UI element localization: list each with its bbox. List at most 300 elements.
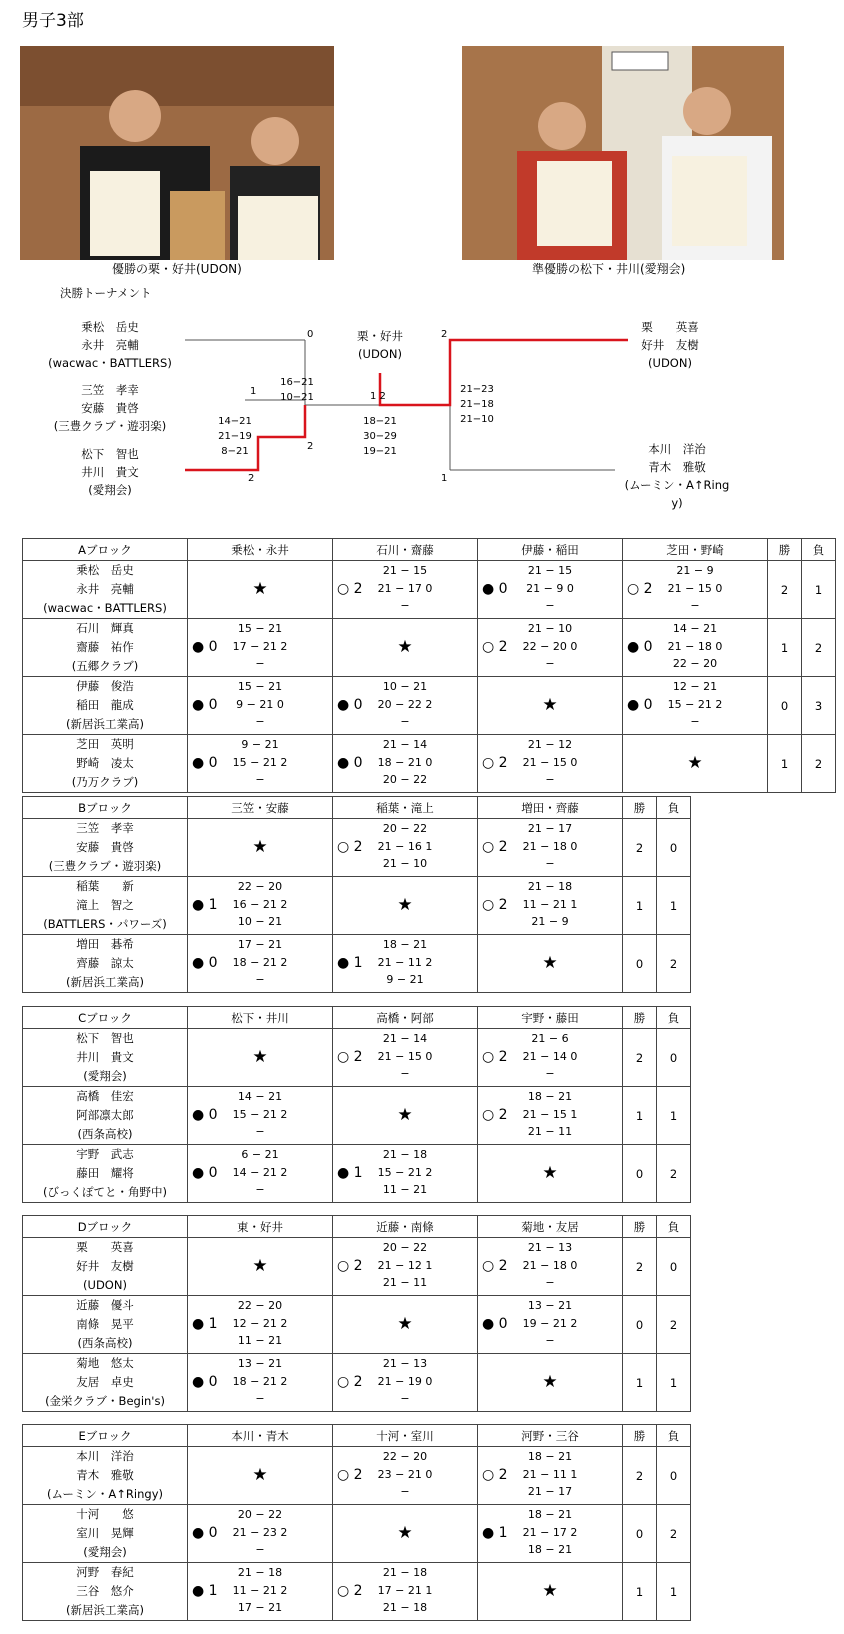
player-cell: [23, 1563, 188, 1621]
set-score: 20 − 22: [237, 1508, 283, 1521]
set-score: −: [690, 599, 700, 612]
player-name: 永井 亮輔: [81, 338, 139, 352]
column-header: 増田・齊藤: [478, 797, 623, 819]
set-score: 21 − 17: [527, 1485, 573, 1498]
set-score: 14 − 21: [672, 622, 718, 635]
match-cell: [333, 735, 478, 793]
set-score: 21−10: [460, 414, 494, 425]
table-row: [23, 819, 691, 877]
wins-count: 2: [768, 561, 802, 619]
set-score: 6 − 21: [241, 1148, 279, 1161]
match-result: [333, 935, 477, 992]
match-result: [188, 1296, 332, 1353]
player-name: 高橋 佳宏: [76, 1089, 134, 1103]
wins-count: 2: [623, 1029, 657, 1087]
set-score: 21 − 18: [382, 1601, 428, 1614]
win-mark-icon: ○ 2: [482, 897, 508, 913]
match-cell: [478, 677, 623, 735]
team-club: (新居浜工業高): [66, 975, 144, 989]
bracket-lines: [0, 0, 844, 520]
column-header: 伊藤・稲田: [478, 539, 623, 561]
match-cell: [188, 819, 333, 877]
column-header: 本川・青木: [188, 1425, 333, 1447]
self-match-star-icon: ★: [542, 1372, 558, 1392]
set-score: −: [255, 1392, 265, 1405]
set-score: 20 − 22: [382, 1241, 428, 1254]
player-name: 菊地 悠太: [76, 1356, 134, 1370]
player-name: 三笠 孝幸: [76, 821, 134, 835]
player-name: 好井 友樹: [641, 338, 699, 352]
table-row: [23, 1087, 691, 1145]
wins-count: 0: [623, 1296, 657, 1354]
losses-count: 3: [802, 677, 836, 735]
match-cell: [623, 619, 768, 677]
bracket-score: 2: [248, 473, 255, 484]
set-score: 19−21: [363, 446, 397, 457]
team-club: (UDON): [648, 356, 692, 370]
self-match-star-icon: ★: [542, 1163, 558, 1183]
team-club: (ムーミン・A↑Ring: [624, 478, 730, 492]
player-name: 藤田 耀将: [76, 1166, 134, 1180]
set-score: 21 − 11: [527, 1125, 573, 1138]
win-mark-icon: ○ 2: [337, 1258, 363, 1274]
set-score: −: [400, 1392, 410, 1405]
player-cell: [23, 1238, 188, 1296]
set-score: 18 − 21: [527, 1543, 573, 1556]
set-score: 21 − 18: [527, 880, 573, 893]
table-row: [23, 1354, 691, 1412]
player-cell: [23, 935, 188, 993]
losses-header: 負: [657, 1216, 691, 1238]
set-score: 20 − 22: [382, 773, 428, 786]
set-score: 18 − 21 0: [377, 756, 433, 769]
set-score: 12 − 21: [672, 680, 718, 693]
set-score: −: [545, 657, 555, 670]
set-score: 19 − 21 2: [522, 1317, 578, 1330]
block-name: Cブロック: [23, 1007, 188, 1029]
match-result: [188, 619, 332, 676]
set-score: −: [255, 715, 265, 728]
set-score: 17 − 21: [237, 938, 283, 951]
self-match-star-icon: ★: [252, 1465, 268, 1485]
match-cell: [333, 561, 478, 619]
player-name: 近藤 優斗: [76, 1298, 134, 1312]
block-name: Bブロック: [23, 797, 188, 819]
set-score: −: [545, 1276, 555, 1289]
set-score: 16−21: [280, 377, 314, 388]
column-header: 菊地・友居: [478, 1216, 623, 1238]
set-score: 21 − 18 0: [667, 640, 723, 653]
match-result: [333, 1029, 477, 1086]
table-row: [23, 877, 691, 935]
self-match-star-icon: ★: [252, 1256, 268, 1276]
match-cell: [623, 677, 768, 735]
set-score: 17 − 21: [237, 1601, 283, 1614]
set-score: 21 − 9: [676, 564, 714, 577]
losses-count: 1: [657, 877, 691, 935]
loss-mark-icon: ● 1: [337, 955, 363, 971]
match-result: [333, 819, 477, 876]
block-name: Aブロック: [23, 539, 188, 561]
wins-count: 1: [623, 1354, 657, 1412]
match-cell: [333, 935, 478, 993]
match-result: [188, 877, 332, 934]
win-mark-icon: ○ 2: [482, 639, 508, 655]
team-club: (乃万クラブ): [71, 775, 139, 789]
set-score: 21−18: [460, 399, 494, 410]
team-club: (五郷クラブ): [71, 659, 139, 673]
self-match-star-icon: ★: [252, 1047, 268, 1067]
set-score: 15 − 21 2: [232, 1108, 288, 1121]
column-header: 石川・齋藤: [333, 539, 478, 561]
match-result: [188, 677, 332, 734]
column-header: 乗松・永井: [188, 539, 333, 561]
set-score: 21 − 14: [382, 1032, 428, 1045]
wins-count: 0: [623, 935, 657, 993]
match-cell: [188, 561, 333, 619]
self-match-star-icon: ★: [542, 1581, 558, 1601]
set-score: 22 − 20: [237, 1299, 283, 1312]
player-name: 齋藤 祐作: [76, 640, 134, 654]
losses-count: 0: [657, 1238, 691, 1296]
loss-mark-icon: ● 0: [192, 1107, 218, 1123]
team-club: y): [671, 496, 683, 510]
player-name: 南條 晃平: [76, 1317, 134, 1331]
match-result: [188, 1505, 332, 1562]
set-score: −: [400, 1067, 410, 1080]
set-score: 15 − 21: [237, 622, 283, 635]
match-cell: [478, 561, 623, 619]
set-score: −: [545, 599, 555, 612]
wins-count: 1: [623, 1563, 657, 1621]
set-score: −: [255, 657, 265, 670]
match-result: [188, 1354, 332, 1411]
win-mark-icon: ○ 2: [482, 839, 508, 855]
player-cell: [23, 1505, 188, 1563]
set-score: 22 − 20 0: [522, 640, 578, 653]
column-header: 芝田・野崎: [623, 539, 768, 561]
column-header: 松下・井川: [188, 1007, 333, 1029]
set-score: 21 − 17 0: [377, 582, 433, 595]
win-mark-icon: ○ 2: [482, 1258, 508, 1274]
team-club: (愛翔会): [88, 483, 132, 497]
set-score: 11 − 21: [382, 1183, 428, 1196]
bracket-score: 1: [441, 473, 448, 484]
set-score: 21 − 12 1: [377, 1259, 433, 1272]
set-score: 15 − 21: [237, 680, 283, 693]
match-result: [333, 1238, 477, 1295]
team-club: (三豊クラブ・遊羽楽): [48, 859, 162, 873]
match-result: [478, 1354, 622, 1411]
set-score: −: [545, 773, 555, 786]
set-score: 10 − 21: [382, 680, 428, 693]
win-mark-icon: ○ 2: [337, 1049, 363, 1065]
set-score: 21 − 18: [237, 1566, 283, 1579]
match-result: [623, 561, 767, 618]
win-mark-icon: ○ 2: [337, 581, 363, 597]
player-cell: [23, 619, 188, 677]
losses-count: 1: [657, 1563, 691, 1621]
set-score: 15 − 21 2: [232, 756, 288, 769]
match-cell: [623, 561, 768, 619]
player-name: 本川 洋治: [76, 1449, 134, 1463]
bracket-heading: 決勝トーナメント: [60, 286, 152, 300]
loss-mark-icon: ● 1: [192, 1316, 218, 1332]
match-result: [333, 1296, 477, 1353]
table-row: [23, 1145, 691, 1203]
set-score: 14 − 21: [237, 1090, 283, 1103]
losses-count: 2: [802, 735, 836, 793]
match-result: [333, 1505, 477, 1562]
player-name: 乗松 岳史: [81, 320, 139, 334]
team-club: (愛翔会): [83, 1069, 127, 1083]
set-score: −: [400, 1485, 410, 1498]
column-header: 近藤・南條: [333, 1216, 478, 1238]
match-result: [188, 1563, 332, 1620]
player-name: 稲田 龍成: [76, 698, 134, 712]
losses-count: 2: [657, 1505, 691, 1563]
match-cell: [188, 1238, 333, 1296]
match-cell: [188, 619, 333, 677]
set-score: 10 − 21: [237, 915, 283, 928]
table-row: [23, 677, 836, 735]
losses-count: 1: [802, 561, 836, 619]
bracket-score: 2: [441, 329, 448, 340]
page-title: 男子3部: [22, 11, 84, 31]
team-club: (UDON): [83, 1278, 127, 1292]
player-cell: [23, 1029, 188, 1087]
table-row: [23, 935, 691, 993]
match-result: [623, 735, 767, 792]
bracket-set-scores: [272, 375, 322, 405]
column-header: 高橋・阿部: [333, 1007, 478, 1029]
set-score: 20 − 22: [382, 822, 428, 835]
column-header: 河野・三谷: [478, 1425, 623, 1447]
loss-mark-icon: ● 0: [192, 1165, 218, 1181]
self-match-star-icon: ★: [397, 895, 413, 915]
loss-mark-icon: ● 0: [192, 639, 218, 655]
set-score: 9 − 21: [241, 738, 279, 751]
set-score: −: [690, 715, 700, 728]
player-name: 本川 洋治: [648, 442, 706, 456]
match-result: [188, 1447, 332, 1504]
set-score: 21 − 15: [527, 564, 573, 577]
set-score: 11 − 21 2: [232, 1584, 288, 1597]
set-score: 8−21: [221, 446, 249, 457]
player-cell: [23, 877, 188, 935]
wins-count: 2: [623, 1238, 657, 1296]
column-header: 稲葉・滝上: [333, 797, 478, 819]
losses-header: 負: [657, 1425, 691, 1447]
match-cell: [333, 1029, 478, 1087]
player-name: 増田 碁希: [76, 937, 134, 951]
match-result: [623, 677, 767, 734]
winner-name: 栗・好井: [357, 329, 403, 343]
column-header: 十河・室川: [333, 1425, 478, 1447]
player-name: 安藤 貴啓: [81, 401, 139, 415]
player-name: 松下 智也: [81, 447, 139, 461]
table-row: [23, 1238, 691, 1296]
losses-count: 0: [657, 819, 691, 877]
match-cell: [333, 1447, 478, 1505]
match-cell: [188, 1505, 333, 1563]
wins-header: 勝: [623, 797, 657, 819]
table-row: [23, 619, 836, 677]
self-match-star-icon: ★: [397, 1314, 413, 1334]
block-table: [22, 538, 836, 793]
bracket-set-scores: [355, 414, 405, 459]
bracket-score: 2: [307, 441, 314, 452]
player-name: 井川 貴文: [81, 465, 139, 479]
set-score: 21 − 18 0: [522, 1259, 578, 1272]
set-score: 21 − 13: [527, 1241, 573, 1254]
column-header: 東・好井: [188, 1216, 333, 1238]
loss-mark-icon: ● 1: [482, 1525, 508, 1541]
match-result: [333, 1354, 477, 1411]
block-table: [22, 796, 691, 993]
set-score: 14−21: [218, 416, 252, 427]
set-score: 21 − 16 1: [377, 840, 433, 853]
match-result: [188, 1238, 332, 1295]
match-cell: [478, 1563, 623, 1621]
self-match-star-icon: ★: [397, 1105, 413, 1125]
set-score: 21 − 14 0: [522, 1050, 578, 1063]
match-result: [333, 1087, 477, 1144]
player-name: 三笠 孝幸: [81, 383, 139, 397]
match-cell: [478, 1029, 623, 1087]
set-score: 11 − 21: [237, 1334, 283, 1347]
match-cell: [188, 1354, 333, 1412]
set-score: 21 − 9: [531, 915, 569, 928]
team-club: (びっくぽてと・角野中): [43, 1185, 167, 1199]
player-name: 井川 貴文: [76, 1050, 134, 1064]
match-cell: [478, 1354, 623, 1412]
wins-header: 勝: [623, 1425, 657, 1447]
match-cell: [333, 877, 478, 935]
set-score: 21 − 17 2: [522, 1526, 578, 1539]
match-result: [478, 819, 622, 876]
loss-mark-icon: ● 0: [482, 1316, 508, 1332]
match-cell: [478, 1145, 623, 1203]
team-club: (wacwac・BATTLERS): [48, 356, 172, 370]
player-cell: [23, 1296, 188, 1354]
set-score: 21−19: [218, 431, 252, 442]
match-cell: [188, 877, 333, 935]
losses-count: 2: [657, 1296, 691, 1354]
match-cell: [188, 1029, 333, 1087]
win-mark-icon: ○ 2: [337, 1374, 363, 1390]
match-result: [333, 1563, 477, 1620]
team-club: (新居浜工業高): [66, 1603, 144, 1617]
match-result: [478, 1447, 622, 1504]
match-cell: [333, 1563, 478, 1621]
match-cell: [333, 1145, 478, 1203]
match-result: [188, 735, 332, 792]
player-cell: [23, 735, 188, 793]
match-result: [478, 1145, 622, 1202]
match-result: [333, 877, 477, 934]
player-name: 松下 智也: [76, 1031, 134, 1045]
team-club: (愛翔会): [83, 1545, 127, 1559]
player-name: 室川 晃輝: [76, 1526, 134, 1540]
match-cell: [188, 735, 333, 793]
loss-mark-icon: ● 0: [192, 955, 218, 971]
set-score: 15 − 21 2: [667, 698, 723, 711]
player-cell: [23, 677, 188, 735]
loss-mark-icon: ● 1: [192, 897, 218, 913]
match-cell: [478, 877, 623, 935]
set-score: 21 − 12: [527, 738, 573, 751]
set-score: 21 − 15 1: [522, 1108, 578, 1121]
match-result: [478, 1296, 622, 1353]
set-score: 17 − 21 1: [377, 1584, 433, 1597]
losses-count: 0: [657, 1447, 691, 1505]
match-result: [478, 561, 622, 618]
wins-count: 2: [623, 1447, 657, 1505]
match-cell: [478, 935, 623, 993]
winner-caption: 優勝の栗・好井(UDON): [112, 262, 242, 276]
set-score: 23 − 21 0: [377, 1468, 433, 1481]
wins-header: 勝: [623, 1007, 657, 1029]
win-mark-icon: ○ 2: [337, 839, 363, 855]
column-header: 宇野・藤田: [478, 1007, 623, 1029]
match-cell: [623, 735, 768, 793]
match-cell: [478, 1447, 623, 1505]
losses-count: 1: [657, 1354, 691, 1412]
player-cell: [23, 819, 188, 877]
wins-count: 1: [768, 619, 802, 677]
loss-mark-icon: ● 0: [192, 755, 218, 771]
player-name: 青木 雅敬: [648, 460, 706, 474]
set-score: 21 − 15 0: [377, 1050, 433, 1063]
set-score: 17 − 21 2: [232, 640, 288, 653]
player-name: 野崎 凌太: [76, 756, 134, 770]
set-score: −: [255, 1543, 265, 1556]
self-match-star-icon: ★: [397, 1523, 413, 1543]
set-score: 18 − 21: [527, 1450, 573, 1463]
player-cell: [23, 1354, 188, 1412]
player-name: 安藤 貴啓: [76, 840, 134, 854]
loss-mark-icon: ● 1: [337, 1165, 363, 1181]
set-score: 21 − 23 2: [232, 1526, 288, 1539]
loss-mark-icon: ● 0: [482, 581, 508, 597]
set-score: 21 − 18: [382, 1148, 428, 1161]
match-cell: [333, 1238, 478, 1296]
set-score: 21 − 13: [382, 1357, 428, 1370]
set-score: 21 − 14: [382, 738, 428, 751]
match-result: [478, 1029, 622, 1086]
wins-count: 2: [623, 819, 657, 877]
match-result: [333, 619, 477, 676]
match-result: [188, 935, 332, 992]
set-score: 21 − 6: [531, 1032, 569, 1045]
win-mark-icon: ○ 2: [337, 1467, 363, 1483]
table-row: [23, 1447, 691, 1505]
set-score: 11 − 21 1: [522, 898, 578, 911]
player-name: 河野 春紀: [76, 1565, 134, 1579]
block-name: Dブロック: [23, 1216, 188, 1238]
losses-header: 負: [657, 797, 691, 819]
losses-count: 1: [657, 1087, 691, 1145]
loss-mark-icon: ● 0: [192, 1525, 218, 1541]
set-score: −: [545, 857, 555, 870]
team-club: (wacwac・BATTLERS): [43, 601, 167, 615]
player-name: 栗 英喜: [641, 320, 699, 334]
losses-count: 2: [657, 1145, 691, 1203]
team-club: (ムーミン・A↑Ringy): [47, 1487, 163, 1501]
set-score: 21 − 15: [382, 564, 428, 577]
match-cell: [333, 1087, 478, 1145]
